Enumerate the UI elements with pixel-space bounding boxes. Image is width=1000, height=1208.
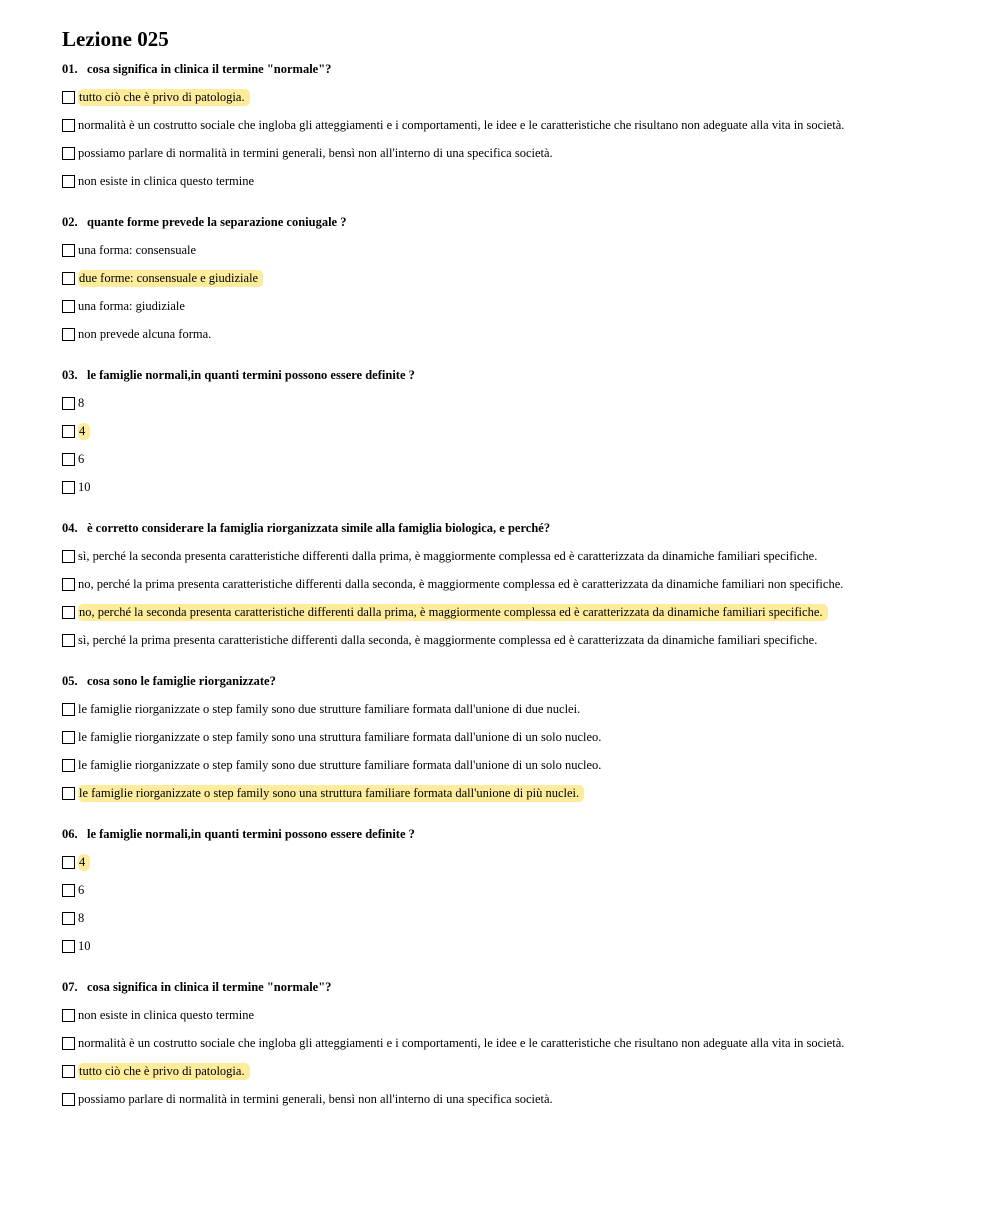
question-header	[62, 673, 962, 689]
option-label: sì, perché la seconda presenta caratteristiche differenti dalla prima, è maggiormente complessa ed è caratterizzata da dinamiche familiari specifiche.	[78, 548, 818, 563]
checkbox[interactable]	[62, 147, 75, 160]
question-block	[62, 673, 962, 801]
answer-option[interactable]	[62, 729, 962, 745]
question-block	[62, 367, 962, 495]
option-label: normalità è un costrutto sociale che ingloba gli atteggiamenti e i comportamenti, le idee e le caratteristiche che risultano non adeguate alla vita in società.	[78, 1035, 845, 1050]
answer-option[interactable]	[62, 701, 962, 717]
checkbox[interactable]	[62, 91, 75, 104]
checkbox[interactable]	[62, 940, 75, 953]
question-text: le famiglie normali,in quanti termini possono essere definite ?	[87, 368, 415, 382]
lesson-title: Lezione 025	[62, 27, 169, 51]
option-label: possiamo parlare di normalità in termini generali, bensì non all'interno di una specifica società.	[78, 1091, 553, 1106]
answer-option[interactable]	[62, 242, 962, 258]
answer-option[interactable]	[62, 1035, 962, 1051]
checkbox[interactable]	[62, 787, 75, 800]
checkbox[interactable]	[62, 759, 75, 772]
checkbox[interactable]	[62, 1065, 75, 1078]
checkbox[interactable]	[62, 606, 75, 619]
answer-option[interactable]	[62, 938, 962, 954]
option-label: 6	[78, 451, 85, 466]
checkbox[interactable]	[62, 119, 75, 132]
question-block	[62, 214, 962, 342]
checkbox[interactable]	[62, 1093, 75, 1106]
question-text: cosa significa in clinica il termine "normale"?	[87, 980, 332, 994]
checkbox[interactable]	[62, 397, 75, 410]
question-block	[62, 826, 962, 954]
option-label: tutto ciò che è privo di patologia.	[78, 89, 250, 106]
answer-option[interactable]	[62, 298, 962, 314]
question-number: 06.	[62, 827, 78, 841]
question-header	[62, 520, 962, 536]
answer-option[interactable]	[62, 757, 962, 773]
option-label: le famiglie riorganizzate o step family sono due strutture familiare formata dall'unione di un solo nucleo.	[78, 757, 602, 772]
checkbox[interactable]	[62, 578, 75, 591]
answer-option-highlighted[interactable]	[62, 785, 962, 801]
checkbox[interactable]	[62, 856, 75, 869]
option-label: 4	[78, 854, 90, 871]
question-header	[62, 367, 962, 383]
question-text: cosa sono le famiglie riorganizzate?	[87, 674, 276, 688]
checkbox[interactable]	[62, 550, 75, 563]
checkbox[interactable]	[62, 244, 75, 257]
checkbox[interactable]	[62, 703, 75, 716]
checkbox[interactable]	[62, 425, 75, 438]
option-label: una forma: giudiziale	[78, 298, 185, 313]
option-label: 8	[78, 395, 85, 410]
answer-option-highlighted[interactable]	[62, 854, 962, 870]
answer-option-highlighted[interactable]	[62, 1063, 962, 1079]
checkbox[interactable]	[62, 1009, 75, 1022]
answer-option[interactable]	[62, 882, 962, 898]
option-label: sì, perché la prima presenta caratteristiche differenti dalla seconda, è maggiormente complessa ed è caratterizzata da dinamiche familiari specifiche.	[78, 632, 818, 647]
checkbox[interactable]	[62, 328, 75, 341]
question-header	[62, 979, 962, 995]
option-label: non esiste in clinica questo termine	[78, 173, 254, 188]
answer-option-highlighted[interactable]	[62, 89, 962, 105]
question-header	[62, 826, 962, 842]
answer-option[interactable]	[62, 1007, 962, 1023]
question-number: 07.	[62, 980, 78, 994]
answer-option[interactable]	[62, 117, 962, 133]
question-block	[62, 61, 962, 189]
answer-option-highlighted[interactable]	[62, 604, 962, 620]
question-block	[62, 979, 962, 1107]
option-label: le famiglie riorganizzate o step family sono una struttura familiare formata dall'unione di più nuclei.	[78, 785, 584, 802]
question-number: 01.	[62, 62, 78, 76]
checkbox[interactable]	[62, 481, 75, 494]
option-label: possiamo parlare di normalità in termini generali, bensì non all'interno di una specifica società.	[78, 145, 553, 160]
option-label: no, perché la seconda presenta caratteristiche differenti dalla prima, è maggiormente complessa ed è caratterizzata da dinamiche familiari specifiche.	[78, 604, 828, 621]
answer-option-highlighted[interactable]	[62, 423, 962, 439]
question-header	[62, 61, 962, 77]
answer-option[interactable]	[62, 632, 962, 648]
option-label: le famiglie riorganizzate o step family sono due strutture familiare formata dall'unione di due nuclei.	[78, 701, 581, 716]
question-text: quante forme prevede la separazione coniugale ?	[87, 215, 347, 229]
answer-option[interactable]	[62, 576, 962, 592]
answer-option[interactable]	[62, 173, 962, 189]
option-label: no, perché la prima presenta caratteristiche differenti dalla seconda, è maggiormente complessa ed è caratterizzata da dinamiche familiari non specifiche.	[78, 576, 844, 591]
question-header	[62, 214, 962, 230]
option-label: le famiglie riorganizzate o step family sono una struttura familiare formata dall'unione di un solo nucleo.	[78, 729, 602, 744]
question-list	[62, 61, 962, 1107]
answer-option[interactable]	[62, 479, 962, 495]
checkbox[interactable]	[62, 1037, 75, 1050]
answer-option[interactable]	[62, 1091, 962, 1107]
question-text: cosa significa in clinica il termine "normale"?	[87, 62, 332, 76]
checkbox[interactable]	[62, 884, 75, 897]
answer-option[interactable]	[62, 395, 962, 411]
option-label: non esiste in clinica questo termine	[78, 1007, 254, 1022]
question-text: è corretto considerare la famiglia riorganizzata simile alla famiglia biologica, e perché?	[87, 521, 551, 535]
answer-option[interactable]	[62, 145, 962, 161]
option-label: 6	[78, 882, 85, 897]
question-number: 05.	[62, 674, 78, 688]
quiz-page	[62, 26, 962, 1107]
checkbox[interactable]	[62, 272, 75, 285]
checkbox[interactable]	[62, 453, 75, 466]
answer-option-highlighted[interactable]	[62, 270, 962, 286]
answer-option[interactable]	[62, 326, 962, 342]
option-label: una forma: consensuale	[78, 242, 197, 257]
option-label: 4	[78, 423, 90, 440]
answer-option[interactable]	[62, 910, 962, 926]
question-number: 03.	[62, 368, 78, 382]
option-label: due forme: consensuale e giudiziale	[78, 270, 263, 287]
question-block	[62, 520, 962, 648]
answer-option[interactable]	[62, 451, 962, 467]
option-label: non prevede alcuna forma.	[78, 326, 212, 341]
option-label: 8	[78, 910, 85, 925]
checkbox[interactable]	[62, 175, 75, 188]
checkbox[interactable]	[62, 731, 75, 744]
option-label: 10	[78, 479, 91, 494]
checkbox[interactable]	[62, 634, 75, 647]
option-label: 10	[78, 938, 91, 953]
question-number: 04.	[62, 521, 78, 535]
option-label: tutto ciò che è privo di patologia.	[78, 1063, 250, 1080]
option-label: normalità è un costrutto sociale che ingloba gli atteggiamenti e i comportamenti, le idee e le caratteristiche che risultano non adeguate alla vita in società.	[78, 117, 845, 132]
checkbox[interactable]	[62, 300, 75, 313]
question-text: le famiglie normali,in quanti termini possono essere definite ?	[87, 827, 415, 841]
checkbox[interactable]	[62, 912, 75, 925]
question-number: 02.	[62, 215, 78, 229]
answer-option[interactable]	[62, 548, 962, 564]
